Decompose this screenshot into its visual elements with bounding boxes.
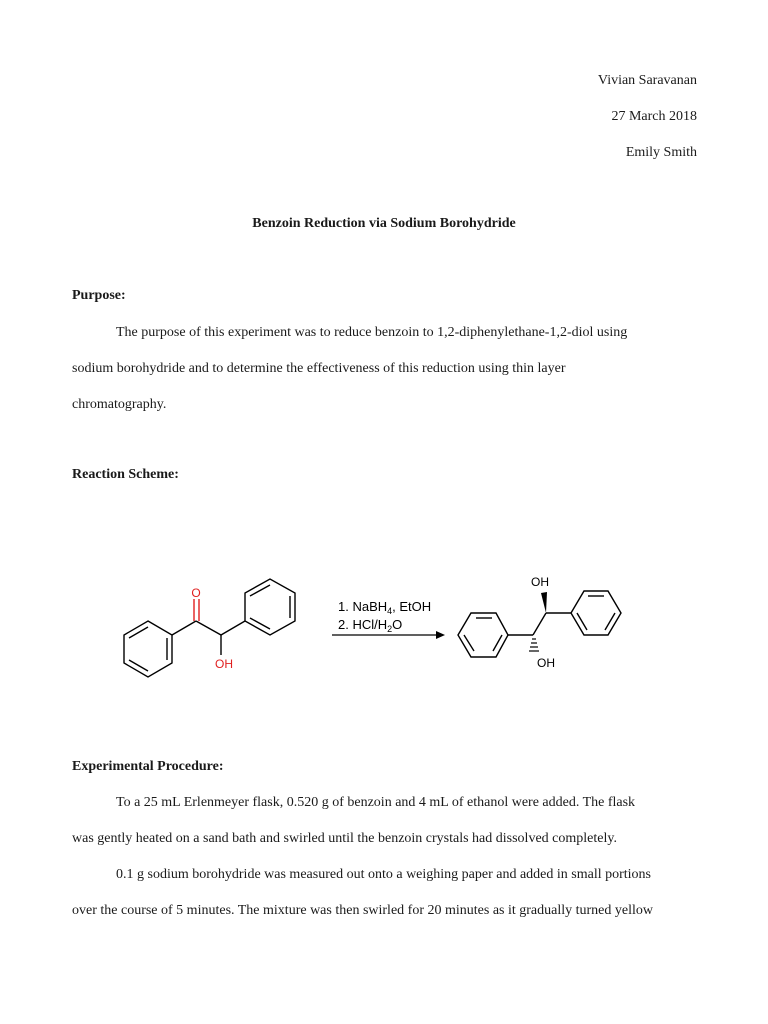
- reaction-scheme-diagram: [100, 555, 680, 695]
- product-hydroxyl-top-label: OH: [531, 575, 549, 589]
- author-name: Vivian Saravanan: [597, 73, 697, 88]
- purpose-line: chromatography.: [72, 397, 167, 412]
- procedure-line: over the course of 5 minutes. The mixture was then swirled for 20 minutes as it gradually turned yellow: [72, 903, 653, 918]
- diol-structure: [458, 591, 621, 657]
- procedure-paragraph: [72, 785, 702, 929]
- bond: [221, 621, 245, 635]
- reactant-hydroxyl-label: OH: [215, 657, 233, 671]
- condition-step-1: 1. NaBH$_4$, EtOH: [338, 599, 432, 616]
- instructor-name: Emily Smith: [625, 145, 697, 160]
- bond: [196, 621, 221, 635]
- condition-step-2: 2. HCl/$H_2O$: [338, 617, 403, 634]
- date: 27 March 2018: [611, 109, 697, 124]
- benzene-ring-right: [571, 591, 621, 635]
- bond: [533, 613, 546, 635]
- procedure-line: To a 25 mL Erlenmeyer flask, 0.520 g of benzoin and 4 mL of ethanol were added. The flask: [116, 795, 636, 810]
- benzoin-structure: [124, 579, 295, 677]
- procedure-line: was gently heated on a sand bath and swirled until the benzoin crystals had dissolved completely.: [72, 831, 617, 846]
- benzene-ring-right: [245, 579, 295, 635]
- product-hydroxyl-bottom-label: OH: [537, 656, 555, 670]
- purpose-heading: Purpose:: [72, 288, 126, 303]
- hash-bond: [529, 639, 539, 651]
- benzene-ring-left: [458, 613, 508, 657]
- reaction-scheme-heading: Reaction Scheme:: [72, 467, 179, 482]
- purpose-line: The purpose of this experiment was to reduce benzoin to 1,2-diphenylethane-1,2-diol using: [116, 325, 628, 340]
- procedure-line: 0.1 g sodium borohydride was measured out onto a weighing paper and added in small portions: [116, 867, 652, 882]
- bond: [172, 621, 196, 635]
- document-title: Benzoin Reduction via Sodium Borohydride: [252, 216, 516, 231]
- carbonyl-oxygen-label: O: [191, 586, 201, 600]
- purpose-paragraph: [72, 315, 702, 423]
- benzene-ring-left: [124, 621, 172, 677]
- wedge-bond: [541, 592, 547, 613]
- procedure-heading: Experimental Procedure:: [72, 759, 224, 774]
- purpose-line: sodium borohydride and to determine the effectiveness of this reduction using thin layer: [72, 361, 566, 376]
